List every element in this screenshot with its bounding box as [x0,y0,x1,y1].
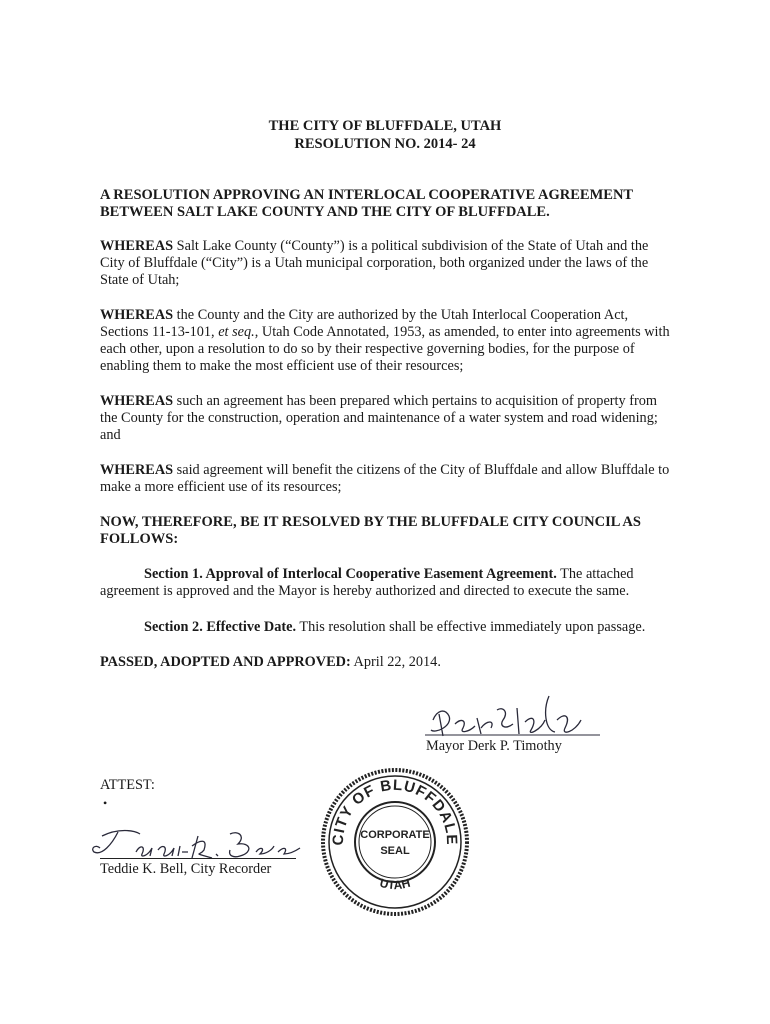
passed-date: April 22, 2014. [350,654,441,670]
whereas-italic: et seq. [218,324,255,340]
whereas-lead: WHEREAS [100,462,174,478]
section-text: This resolution shall be effective immediately upon passage. [296,619,646,635]
passed-line [100,654,670,671]
whereas-paragraph-1 [100,238,670,289]
whereas-paragraph-2 [100,307,670,375]
whereas-lead: WHEREAS [100,393,174,409]
section-heading: Section 1. Approval of Interlocal Cooperative Easement Agreement. [144,566,557,582]
resolution-number: RESOLUTION NO. 2014- 24 [294,136,476,152]
resolved-clause: NOW, THEREFORE, BE IT RESOLVED BY THE BLUFFDALE CITY COUNCIL AS FOLLOWS: [100,514,641,547]
whereas-text: said agreement will benefit the citizens of the City of Bluffdale and allow Bluffdale to make a more efficient use of its resources; [100,462,670,495]
resolution-title [100,187,670,221]
whereas-lead: WHEREAS [100,238,174,254]
svg-text:CITY OF BLUFFDALE: CITY OF BLUFFDALE [329,776,461,846]
whereas-paragraph-3 [100,393,670,444]
city-heading: THE CITY OF BLUFFDALE, UTAH [268,118,502,134]
title-line-2: BETWEEN SALT LAKE COUNTY AND THE CITY OF BLUFFDALE. [100,204,550,220]
whereas-lead: WHEREAS [100,307,174,323]
section-1 [100,566,670,600]
title-line-1: A RESOLUTION APPROVING AN INTERLOCAL COOPERATIVE AGREEMENT [100,187,634,203]
whereas-text: the County and the City are authorized by the Utah Interlocal Cooperation Act, Sections 11-13-101, [100,307,629,340]
whereas-paragraph-4 [100,462,670,496]
mayor-name: Mayor Derk P. Timothy [426,738,562,754]
section-2 [100,619,670,636]
recorder-signature-line [100,858,296,859]
whereas-text: , Utah Code Annotated, 1953, as amended, to enter into agreements with each other, upon a resolution to do so by their respective governing bodies, for the purpose of enabling them to make the most efficient use of their resources; [100,324,670,374]
section-heading: Section 2. Effective Date. [144,619,297,635]
section-text: The attached agreement is approved and the Mayor is hereby authorized and directed to execute the same. [100,566,634,599]
svg-text:UTAH: UTAH [378,875,412,893]
passed-label: PASSED, ADOPTED AND APPROVED: [100,654,351,670]
whereas-text: Salt Lake County (“County”) is a political subdivision of the State of Utah and the City of Bluffdale (“City”) is a Utah municipal corporation, both organized under the laws of the State of Utah; [100,238,649,288]
attest-label: ATTEST: [100,777,155,793]
corporate-seal [315,762,475,922]
svg-text:CORPORATE: CORPORATE [360,829,430,841]
recorder-name: Teddie K. Bell, City Recorder [100,861,272,877]
svg-text:SEAL: SEAL [380,845,410,857]
whereas-text: such an agreement has been prepared which pertains to acquisition of property from the County for the construction, operation and maintenance of a water system and road widening; and [100,393,658,443]
bullet-mark: • [103,796,108,810]
